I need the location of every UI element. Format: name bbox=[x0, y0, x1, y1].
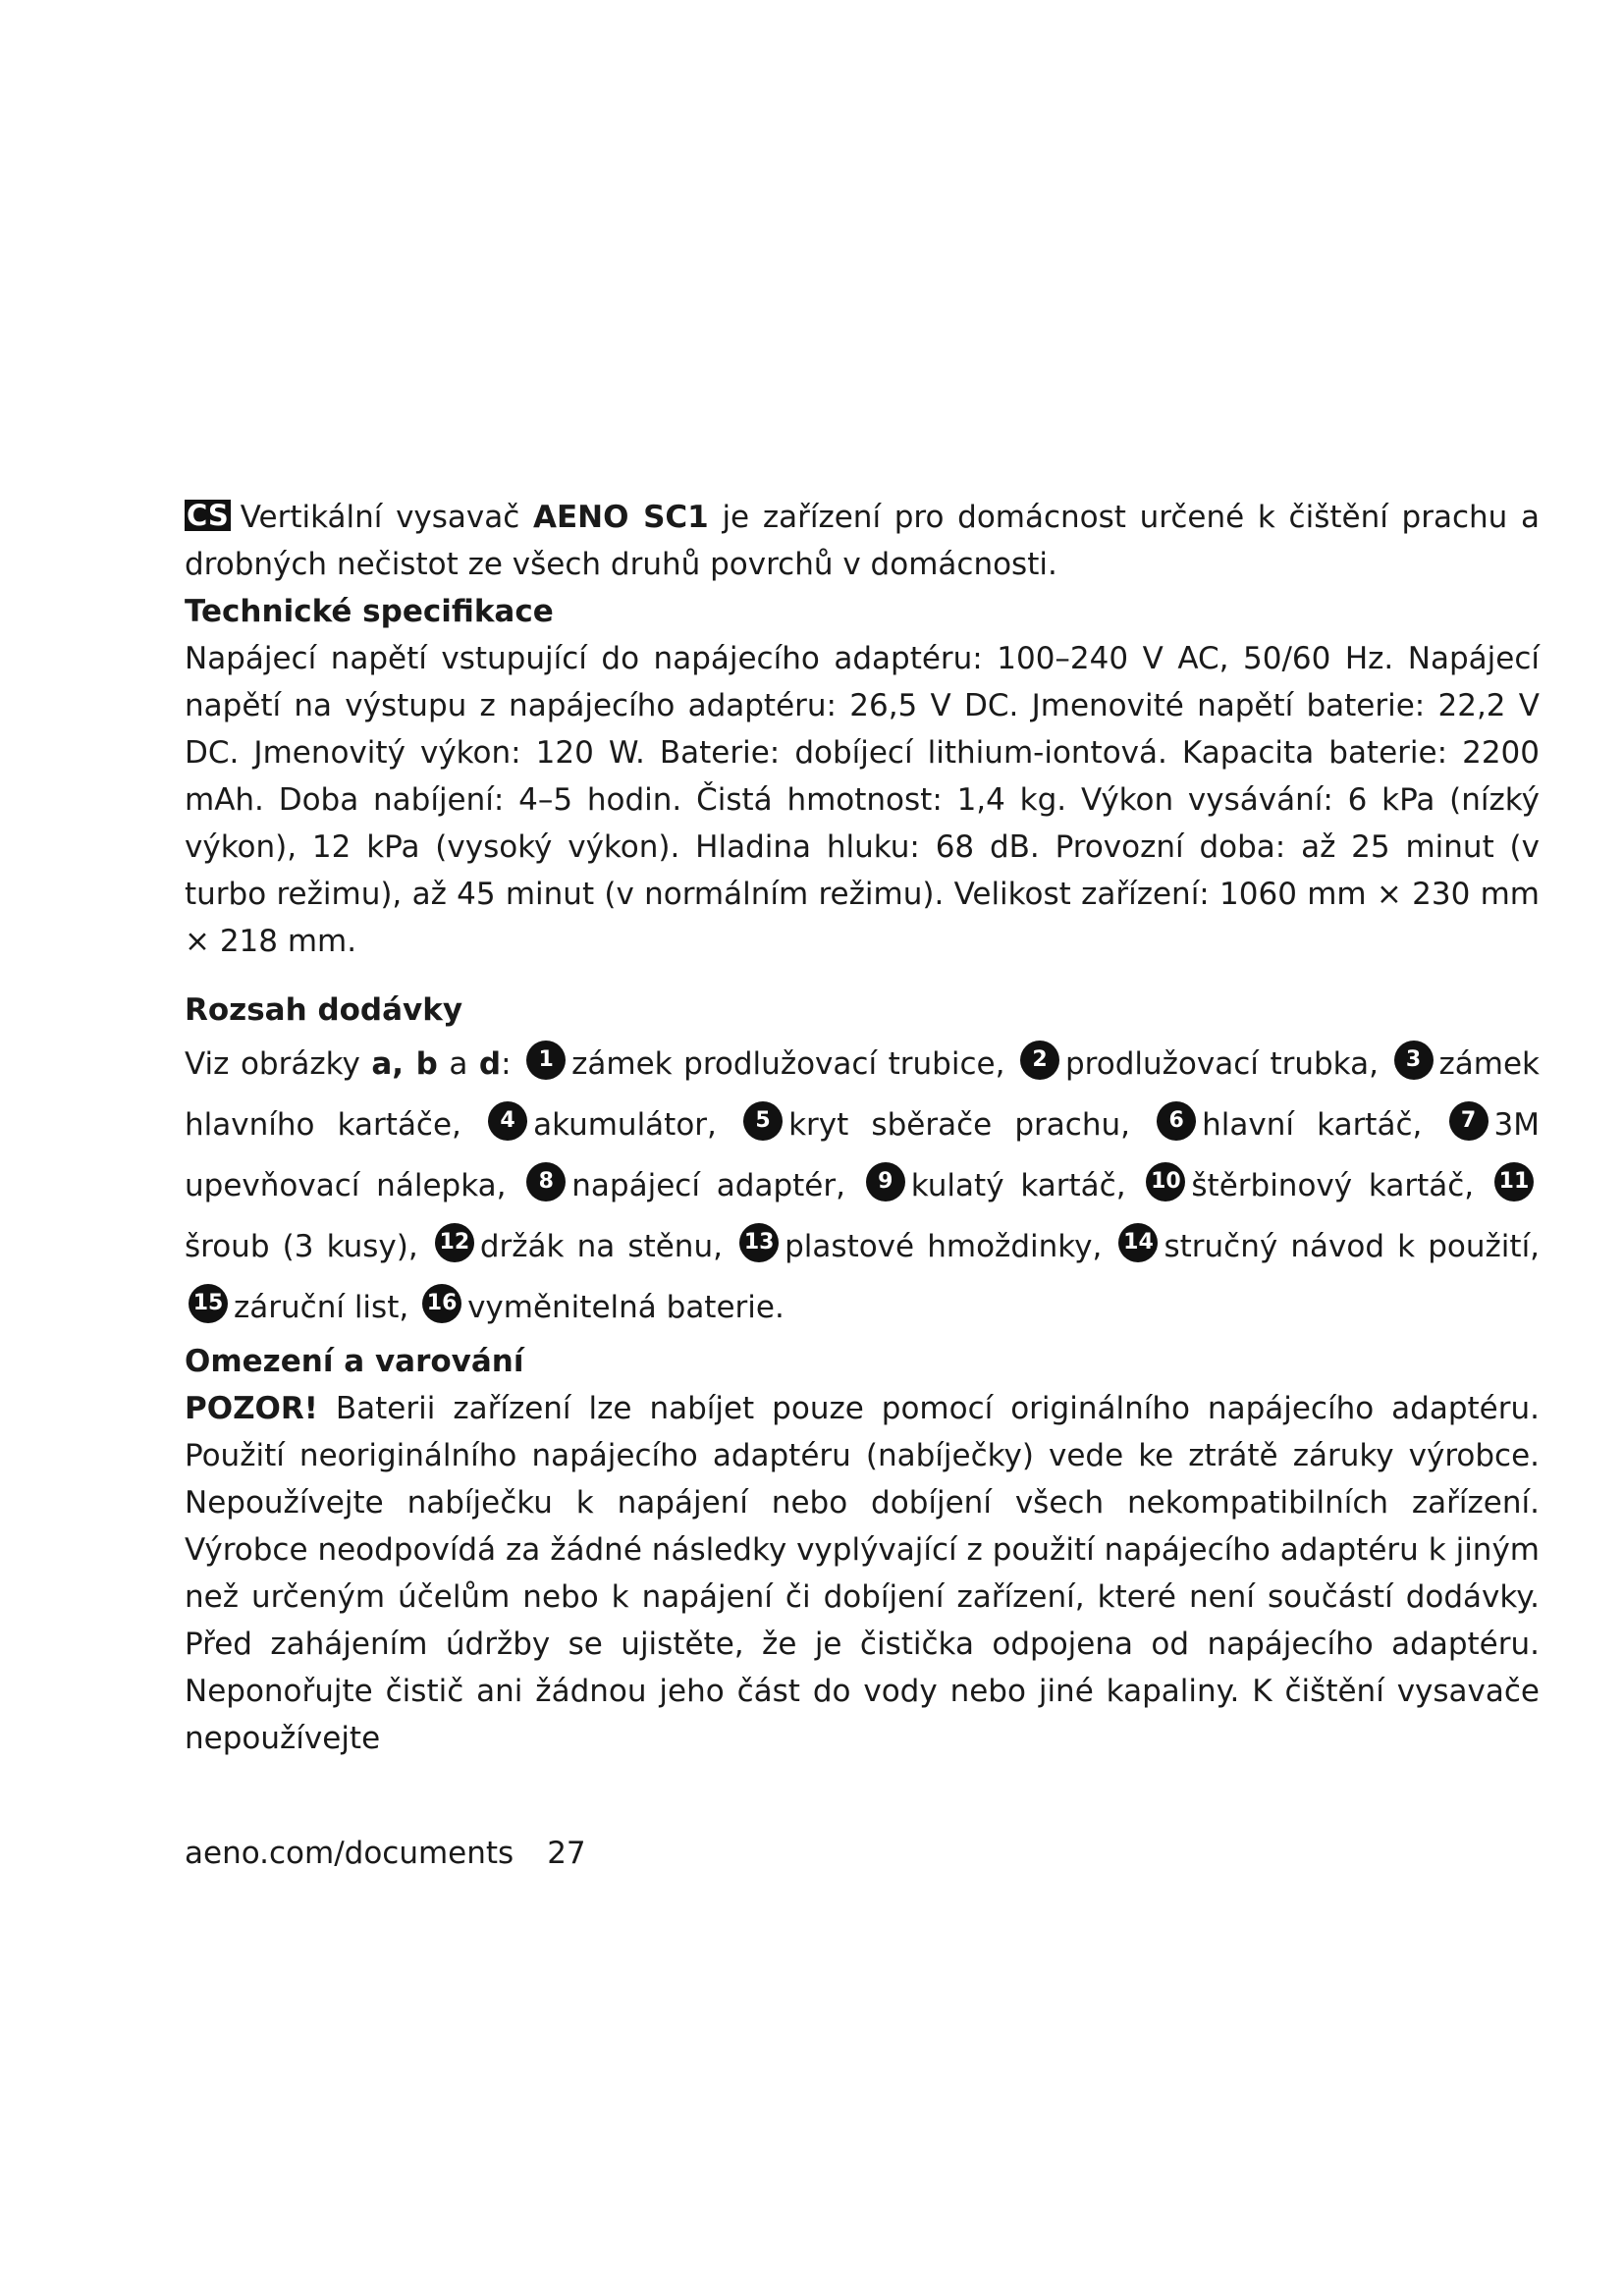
item-number-badge: 4 bbox=[488, 1101, 527, 1141]
item-number-badge: 16 bbox=[422, 1284, 461, 1323]
intro-text-after: je zařízení pro domácnost určené k čištění prachu a drobných nečistot ze všech druhů povrchů v domácnosti. bbox=[185, 500, 1540, 582]
scope-item: vyměnitelná baterie. bbox=[467, 1290, 785, 1325]
specs-body: Napájecí napětí vstupující do napájecího adaptéru: 100–240 V AC, 50/60 Hz. Napájecí napětí na výstupu z napájecího adaptéru: 26,5 V DC. Jmenovité napětí baterie: 22,2 V DC. Jmenovitý výkon: 120 W. Baterie: dobíjecí lithium-iontová. Kapacita baterie: 2200 mAh. Doba nabíjení: 4–5 hodin. Čistá hmotnost: 1,4 kg. Výkon vysávání: 6 kPa (nízký výkon), 12 kPa (vysoký výkon). Hladina hluku: 68 dB. Provozní doba: až 25 minut (v turbo režimu), až 45 minut (v normálním režimu). Velikost zařízení: 1060 mm × 230 mm × 218 mm. bbox=[185, 641, 1540, 959]
warning-text: Baterii zařízení lze nabíjet pouze pomocí originálního napájecího adaptéru. Použití neoriginálního napájecího adaptéru (nabíječky) vede ke ztrátě záruky výrobce. Nepoužívejte nabíječku k napájení nebo dobíjení všech nekompatibilních zařízení. Výrobce neodpovídá za žádné následky vyplývající z použití napájecího adaptéru k jiným než určeným účelům nebo k napájení či dobíjení zařízení, které není součástí dodávky. Před zahájením údržby se ujistěte, že je čistička odpojena od napájecího adaptéru. Neponořujte čistič ani žádnou jeho část do vody nebo jiné kapaliny. K čištění vysavače nepoužívejte bbox=[185, 1391, 1540, 1756]
scope-item: šroub (3 kusy), bbox=[185, 1229, 418, 1264]
product-name: AENO SC1 bbox=[533, 500, 709, 535]
warning-lead: POZOR! bbox=[185, 1391, 318, 1426]
warnings-body bbox=[185, 1385, 1540, 1762]
scope-item: stručný návod k použití, bbox=[1164, 1229, 1541, 1264]
item-number-badge: 3 bbox=[1394, 1041, 1434, 1080]
item-number-badge: 15 bbox=[189, 1284, 228, 1323]
warnings-heading: Omezení a varování bbox=[185, 1344, 524, 1379]
scope-item: zámek hlavního kartáče, bbox=[185, 1046, 1540, 1143]
page-number: 27 bbox=[547, 1836, 586, 1871]
scope-item: držák na stěnu, bbox=[479, 1229, 723, 1264]
scope-list bbox=[185, 1034, 1540, 1338]
item-number-badge: 6 bbox=[1157, 1101, 1196, 1141]
item-number-badge: 11 bbox=[1494, 1162, 1534, 1201]
item-number-badge: 10 bbox=[1146, 1162, 1185, 1201]
language-badge: CS bbox=[187, 499, 229, 532]
item-number-badge: 1 bbox=[526, 1041, 566, 1080]
scope-lead: Viz obrázky bbox=[185, 1046, 372, 1082]
intro-paragraph bbox=[185, 494, 1540, 588]
scope-heading: Rozsah dodávky bbox=[185, 992, 463, 1028]
scope-item: kryt sběrače prachu, bbox=[788, 1107, 1130, 1143]
item-number-badge: 9 bbox=[866, 1162, 905, 1201]
scope-item: napájecí adaptér, bbox=[571, 1168, 845, 1203]
item-number-badge: 8 bbox=[526, 1162, 566, 1201]
scope-item: 3M upevňovací nálepka, bbox=[185, 1107, 1541, 1203]
specs-heading: Technické specifikace bbox=[185, 594, 554, 629]
document-page bbox=[185, 494, 1540, 1762]
intro-text-before: Vertikální vysavač bbox=[240, 500, 533, 535]
item-number-badge: 14 bbox=[1118, 1223, 1158, 1262]
scope-lead-colon: : bbox=[501, 1046, 512, 1082]
item-number-badge: 5 bbox=[743, 1101, 783, 1141]
item-number-badge: 13 bbox=[739, 1223, 779, 1262]
scope-lead-figures: a, b bbox=[371, 1046, 438, 1082]
scope-item: hlavní kartáč, bbox=[1202, 1107, 1423, 1143]
scope-item: zámek prodlužovací trubice, bbox=[571, 1046, 1005, 1082]
scope-item: štěrbinový kartáč, bbox=[1191, 1168, 1475, 1203]
scope-item: záruční list, bbox=[234, 1290, 409, 1325]
scope-lead-and: a bbox=[437, 1046, 479, 1082]
item-number-badge: 2 bbox=[1020, 1041, 1059, 1080]
page-footer bbox=[185, 1834, 586, 1873]
item-number-badge: 7 bbox=[1449, 1101, 1489, 1141]
scope-item: kulatý kartáč, bbox=[910, 1168, 1126, 1203]
scope-item: akumulátor, bbox=[533, 1107, 717, 1143]
item-number-badge: 12 bbox=[435, 1223, 474, 1262]
footer-url: aeno.com/documents bbox=[185, 1836, 514, 1871]
scope-item: plastové hmoždinky, bbox=[785, 1229, 1103, 1264]
scope-lead-figure-d: d bbox=[478, 1046, 502, 1082]
scope-item: prodlužovací trubka, bbox=[1065, 1046, 1379, 1082]
